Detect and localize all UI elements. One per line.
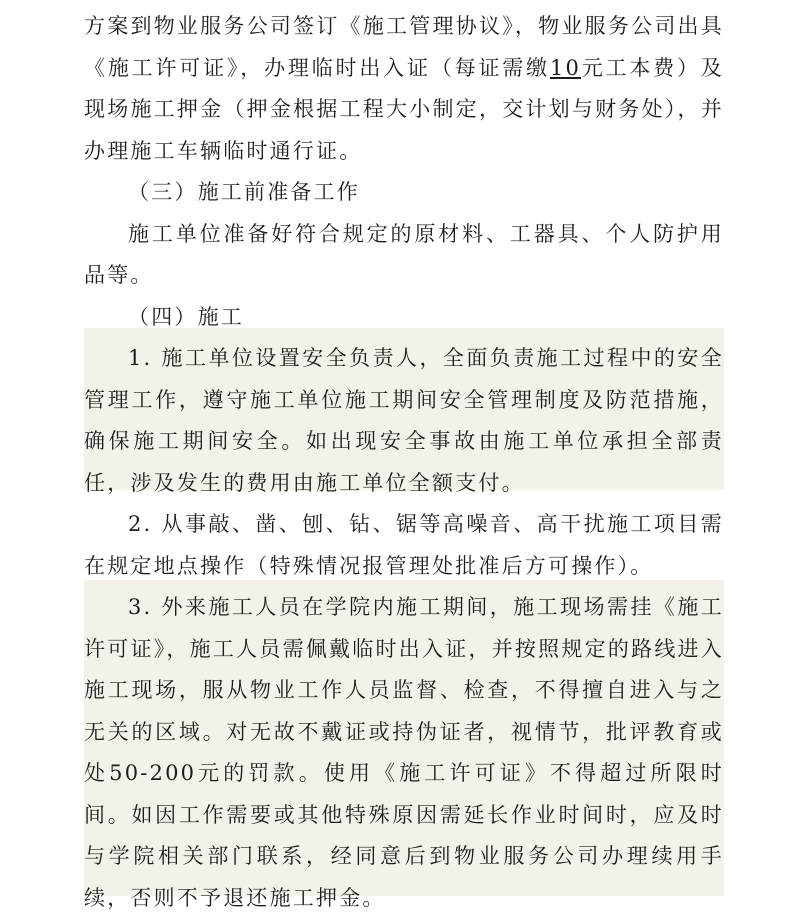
section-3-heading: （三）施工前准备工作	[128, 180, 360, 204]
section-4-item-2: 2. 从事敲、凿、刨、钻、锯等高噪音、高干扰施工项目需在规定地点操作（特殊情况报管理处批准后方可操作）。	[84, 512, 724, 578]
section-4-item-3: 3. 外来施工人员在学院内施工期间，施工现场需挂《施工许可证》，施工人员需佩戴临时出入证，并按照规定的路线进入施工现场，服从物业工作人员监督、检查，不得擅自进入与之无关的区域。对无故不戴证或持伪证者，视情节，批评教育或处50-200元的罚款。使用《施工许可证》不得超过所限时间。如因工作需要或其他特殊原因需延长作业时间时，应及时与学院相关部门联系，经同意后到物业服务公司办理续用手续，否则不予退还施工押金。	[84, 595, 724, 910]
document-body	[84, 6, 724, 919]
section-4-item-1: 1. 施工单位设置安全负责人，全面负责施工过程中的安全管理工作，遵守施工单位施工期间安全管理制度及防范措施，确保施工期间安全。如出现安全事故由施工单位承担全部责任，涉及发生的费用由施工单位全额支付。	[84, 346, 724, 495]
fee-amount: 10	[549, 55, 582, 80]
intro-paragraph: 方案到物业服务公司签订《施工管理协议》，物业服务公司出具《施工许可证》，办理临时出入证（每证需缴10元工本费）及现场施工押金（押金根据工程大小制定，交计划与财务处），并办理施工车辆临时通行证。	[84, 14, 725, 163]
section-4-heading: （四）施工	[128, 304, 244, 329]
section-3-body: 施工单位准备好符合规定的原材料、工器具、个人防护用品等。	[84, 221, 724, 287]
